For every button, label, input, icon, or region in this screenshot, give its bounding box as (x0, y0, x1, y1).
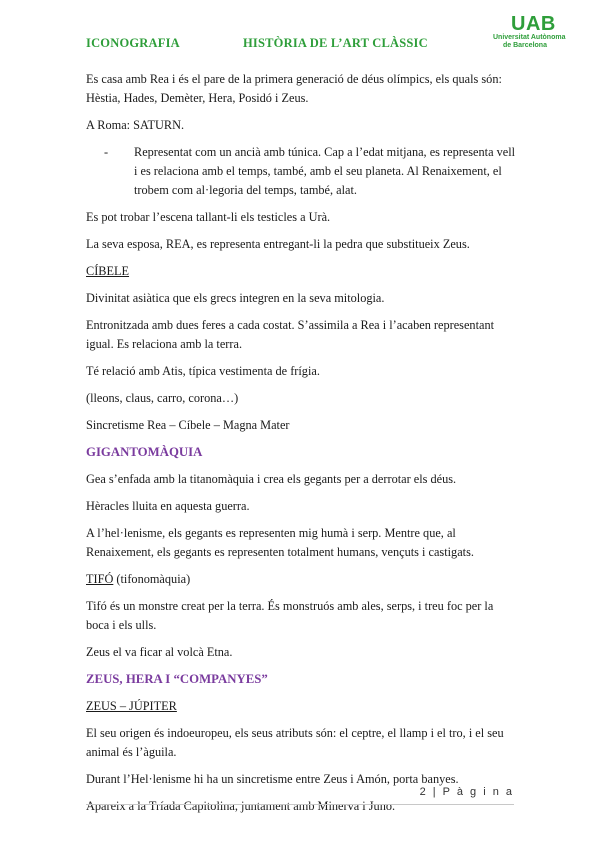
subheading-tifo-note: (tifonomàquia) (113, 572, 191, 586)
paragraph: El seu origen és indoeuropeu, els seus atributs són: el ceptre, el llamp i el tro, i el seu animal és l’àguila. (86, 726, 504, 759)
header-course: HISTÒRIA DE L’ART CLÀSSIC (243, 36, 428, 50)
paragraph: Es pot trobar l’escena tallant-li els testicles a Urà. (86, 210, 331, 224)
paragraph: Gea s’enfada amb la titanomàquia i crea els gegants per a derrotar els déus. (86, 472, 457, 486)
logo-main-text: UAB (511, 13, 556, 35)
subheading-tifo (86, 570, 518, 589)
section-heading-zeus: ZEUS, HERA I “COMPANYES” (86, 672, 268, 686)
subheading-zeus-jupiter: ZEUS – JÚPITER (86, 699, 177, 713)
paragraph: Hèracles lluita en aquesta guerra. (86, 499, 250, 513)
paragraph: A Roma: SATURN. (86, 118, 185, 132)
bullet-dash: - (104, 145, 109, 159)
paragraph: Tifó és un monstre creat per la terra. És monstruós amb ales, serps, i treu foc per la boca i els ulls. (86, 599, 494, 632)
logo-subtitle-2: de Barcelona (503, 42, 547, 49)
paragraph: Durant l’Hel·lenisme hi ha un sincretisme entre Zeus i Amón, porta banyes. (86, 772, 459, 786)
section-heading-gigantomaquia: GIGANTOMÀQUIA (86, 445, 203, 459)
document-body (86, 70, 518, 824)
bullet-item (86, 143, 518, 200)
paragraph: Apareix a la Tríada Capitolina, juntament amb Minerva i Juno. (86, 799, 396, 813)
paragraph: (lleons, claus, carro, corona…) (86, 391, 239, 405)
logo-subtitle-1: Universitat Autònoma (493, 34, 566, 41)
paragraph: Entronitzada amb dues feres a cada costat. S’assimila a Rea i l’acaben representant igual. Es relaciona amb la terra. (86, 318, 495, 351)
paragraph: Divinitat asiàtica que els grecs integren en la seva mitologia. (86, 291, 385, 305)
paragraph: Es casa amb Rea i és el pare de la primera generació de déus olímpics, els quals són: Hèstia, Hades, Demèter, Hera, Posidó i Zeus. (86, 72, 502, 105)
subheading-cibele: CÍBELE (86, 264, 130, 278)
paragraph: La seva esposa, REA, es representa entregant-li la pedra que substitueix Zeus. (86, 237, 470, 251)
uab-logo (493, 14, 573, 50)
page-footer (86, 786, 514, 805)
header-subject: ICONOGRAFIA (86, 36, 180, 50)
paragraph: Té relació amb Atis, típica vestimenta de frígia. (86, 364, 320, 378)
paragraph: A l’hel·lenisme, els gegants es representen mig humà i serp. Mentre que, al Renaixement, els gegants es representen totalment humans, vençuts i castigats. (86, 526, 474, 559)
paragraph: Sincretisme Rea – Cíbele – Magna Mater (86, 418, 290, 432)
bullet-text: Representat com un ancià amb túnica. Cap a l’edat mitjana, es representa vell i es relaciona amb el temps, també, amb el seu planeta. Al Renaixement, el trobem com al·legoria del temps, també, alat. (134, 145, 516, 197)
page-number: 2 | P à g i n a (419, 786, 514, 798)
subheading-tifo-title: TIFÓ (86, 572, 114, 586)
paragraph: Zeus el va ficar al volcà Etna. (86, 645, 233, 659)
